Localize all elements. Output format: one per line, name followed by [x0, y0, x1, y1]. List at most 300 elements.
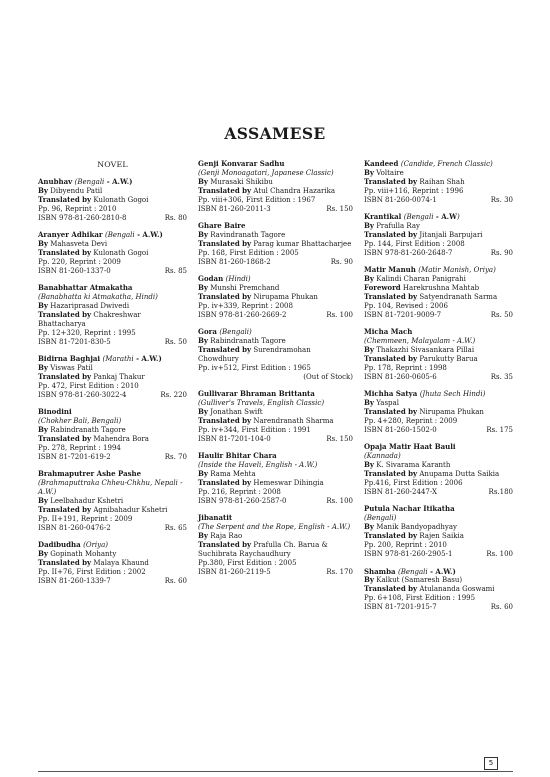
detail-value: Kulonath Gogoi: [93, 195, 149, 204]
book-origin: (Chokher Bali, Bengali): [38, 417, 122, 426]
book-entry: [364, 505, 513, 558]
isbn-price-line: [198, 258, 353, 267]
book-title-line: [38, 284, 187, 293]
book-detail-line: [198, 417, 353, 426]
book-title-line: [364, 160, 513, 169]
page-title: ASSAMESE: [224, 124, 326, 143]
detail-value: Prafulla Ray: [376, 222, 420, 231]
book-title-line: [364, 505, 513, 514]
book-title: Opaja Matir Haat Bauli: [364, 442, 456, 452]
isbn-price-line: [198, 568, 353, 577]
book-detail-line: [198, 302, 353, 311]
book-title-line: [38, 355, 187, 364]
book-origin-close: ): [493, 266, 496, 275]
detail-value: Dibyendu Patil: [50, 186, 103, 195]
book-origin-close: ): [490, 160, 493, 168]
detail-label: Translated by: [364, 229, 418, 239]
isbn-price-line: [198, 205, 353, 214]
page-number: 5: [484, 757, 498, 770]
catalog-column-3: [364, 160, 513, 621]
isbn: ISBN 81-7201-619-2: [38, 452, 111, 461]
book-title-line: [364, 213, 513, 222]
detail-label: Translated by: [198, 540, 252, 550]
detail-value: Raihan Shah: [419, 177, 465, 186]
book-title-line: [364, 328, 513, 337]
detail-value: Jonathan Swift: [210, 408, 263, 417]
detail-value: Pp. iv+339, Reprint : 2008: [198, 301, 293, 310]
detail-value: Parag kumar Bhattacharjee: [253, 239, 352, 248]
book-detail-line: [38, 382, 187, 391]
book-detail-line: [364, 470, 513, 479]
book-title: Banabhattar Atmakatha: [38, 283, 133, 293]
book-detail-line: [364, 364, 513, 373]
price: Rs. 70: [164, 452, 187, 461]
detail-label: Translated by: [364, 531, 418, 541]
detail-label: By: [198, 407, 208, 417]
book-entry: [38, 355, 187, 400]
book-origin: (Bengali: [104, 231, 135, 240]
book-title: Aranyer Adhikar: [38, 230, 103, 240]
book-detail-line: [364, 293, 513, 302]
book-origin: (Bengali: [74, 177, 105, 186]
isbn: ISBN 81-260-2119-5: [198, 567, 271, 576]
detail-label: By: [38, 300, 48, 310]
isbn: ISBN 978-81-260-2587-0: [198, 496, 287, 505]
detail-label: By: [198, 336, 208, 346]
detail-label: By: [198, 176, 208, 186]
detail-value: Viswas Patil: [50, 364, 93, 372]
isbn: ISBN 81-260-0476-2: [38, 523, 111, 532]
detail-value: Rama Mehta: [210, 470, 256, 479]
detail-value: Kulonath Gogoi: [93, 248, 149, 257]
bottom-rule: [38, 771, 513, 772]
book-title-line: [198, 514, 353, 523]
book-entry: [364, 266, 513, 319]
book-detail-line: [364, 541, 513, 550]
isbn-price-line: [364, 196, 513, 205]
book-detail-line: [198, 240, 353, 249]
detail-label: Translated by: [38, 558, 92, 567]
book-origin-close: ): [247, 275, 251, 284]
detail-value: Thakazhi Sivasankara Pillai: [376, 346, 475, 355]
detail-value: Atulananda Goswami: [419, 585, 495, 594]
book-entry: [38, 231, 187, 276]
book-detail-line: [38, 515, 187, 524]
book-entry: [198, 514, 353, 576]
detail-label: By: [198, 531, 208, 541]
detail-label: By: [364, 522, 374, 532]
isbn-price-line: [198, 435, 353, 444]
detail-value: Pp. 6+108, First Edition : 1995: [364, 594, 476, 603]
isbn-price-line: [364, 488, 513, 497]
book-detail-line: [38, 435, 187, 444]
book-detail-line: [38, 568, 187, 577]
section-heading: NOVEL: [97, 160, 128, 169]
book-origin: (Bengali: [219, 328, 249, 337]
detail-label: By: [364, 575, 374, 585]
detail-label: By: [38, 238, 48, 248]
detail-label: Translated by: [198, 238, 252, 248]
book-detail-line: [198, 488, 353, 497]
detail-value: Pp. II+76, First Edition : 2002: [38, 567, 146, 576]
book-origin: (Candide, French Classic: [400, 160, 491, 168]
book-detail-line: [198, 249, 353, 258]
detail-label: Translated by: [364, 407, 418, 417]
book-origin: (Hindi: [225, 275, 248, 284]
book-origin: (Bengali): [364, 514, 397, 523]
book-detail-line: [364, 355, 513, 364]
isbn: ISBN 81-7201-830-5: [38, 337, 111, 346]
book-title-line: [364, 390, 513, 399]
detail-value: Pp. viii+306, First Edition : 1967: [198, 195, 316, 204]
isbn-price-line: [38, 267, 187, 276]
detail-value: Prafulla Ch. Barua & Suchibrata Raychaudhury: [198, 541, 328, 558]
detail-label: Translated by: [38, 433, 92, 443]
book-detail-line: [38, 258, 187, 267]
book-detail-line: [198, 346, 353, 364]
detail-value: Pp. viii+116, Reprint : 1996: [364, 186, 464, 195]
detail-label: By: [198, 229, 208, 239]
detail-label: By: [38, 185, 48, 195]
detail-value: Rabindranath Tagore: [210, 337, 286, 346]
stock-note: (Out of Stock): [303, 372, 353, 381]
book-origin-close: ): [248, 328, 252, 337]
detail-value: Pp. 104, Revised : 2006: [364, 301, 448, 310]
book-origin: (Brahmaputtraka Chheu-Chkhu, Nepali - A.W.): [38, 479, 183, 497]
book-origin: (Oriya: [83, 541, 106, 550]
detail-value: Pp.380, First Edition : 2005: [198, 558, 297, 567]
detail-value: Pp.416, First Edition : 2006: [364, 479, 463, 488]
detail-label: By: [38, 549, 48, 559]
detail-value: Mahendra Bora: [93, 434, 149, 443]
detail-value: Rajen Saikia: [419, 532, 464, 541]
book-detail-line: [364, 479, 513, 488]
book-detail-line: [198, 541, 353, 559]
book-entry: [364, 443, 513, 496]
detail-value: Ravindranath Tagore: [210, 230, 286, 239]
price: Rs. 90: [330, 257, 353, 266]
detail-label: By: [364, 221, 374, 231]
book-origin: (Marathi: [102, 355, 134, 364]
isbn-price-line: [38, 214, 187, 223]
detail-value: Jitanjali Barpujari: [419, 230, 483, 239]
price: Rs. 35: [490, 372, 513, 381]
isbn: ISBN 81-260-1502-0: [364, 425, 437, 434]
book-detail-line: [364, 594, 513, 603]
detail-value: Munshi Premchand: [210, 284, 280, 293]
book-entry: [38, 408, 187, 461]
book-entry: [198, 222, 353, 267]
isbn-price-line: [198, 497, 353, 506]
award-tag: - A.W.): [427, 566, 456, 576]
detail-label: Translated by: [38, 194, 92, 204]
isbn-price-line: [364, 550, 513, 559]
book-title: Putula Nachar Itikatha: [364, 504, 455, 514]
detail-value: Anupama Dutta Saikia: [419, 470, 500, 479]
book-title-line: [364, 443, 513, 452]
book-title: Jibanatit: [198, 513, 233, 523]
price: Rs. 170: [326, 567, 353, 576]
book-title: Brahmaputrer Ashe Pashe: [38, 469, 142, 479]
book-title: Krantikal: [364, 212, 402, 222]
book-detail-line: [198, 426, 353, 435]
detail-value: Surendramohan Chowdhury: [198, 346, 311, 363]
book-entry: [198, 328, 353, 381]
book-title: Micha Mach: [364, 327, 413, 337]
book-detail-line: [38, 559, 187, 568]
book-title-line: [198, 452, 353, 461]
book-title-line: [38, 178, 187, 187]
detail-label: Translated by: [364, 354, 418, 363]
award-tag: - A.W.): [133, 354, 162, 364]
book-entry: [198, 160, 353, 213]
price: Rs. 65: [164, 523, 187, 532]
isbn: ISBN 978-81-260-3022-4: [38, 390, 127, 399]
book-detail-line: [38, 205, 187, 214]
catalog-column-1: [38, 160, 187, 594]
book-title-line: [198, 390, 353, 399]
book-entry: [38, 470, 187, 532]
detail-value: Kalkut (Samaresh Basu): [376, 576, 463, 585]
isbn: ISBN 81-260-1339-7: [38, 576, 111, 585]
book-title: Shamba: [364, 566, 396, 576]
detail-label: By: [38, 495, 48, 505]
detail-label: Translated by: [38, 504, 92, 514]
book-entry: [38, 541, 187, 586]
detail-value: Pp. 278, Reprint : 1994: [38, 443, 121, 452]
isbn-price-line: [198, 311, 353, 320]
price: Rs. 60: [490, 603, 513, 612]
price: Rs. 60: [164, 576, 187, 585]
isbn: ISBN 81-7201-104-0: [198, 434, 271, 443]
detail-label: By: [198, 469, 208, 479]
detail-value: K. Sivarama Karanth: [376, 461, 451, 470]
detail-label: Translated by: [364, 291, 418, 301]
book-entry: [364, 390, 513, 435]
detail-value: Nirupama Phukan: [253, 292, 318, 301]
isbn: ISBN 978-81-260-2648-7: [364, 248, 453, 257]
detail-value: Murasaki Shikibu: [210, 177, 273, 186]
price: Rs. 100: [326, 310, 353, 319]
detail-value: Narendranath Sharma: [253, 417, 334, 426]
price: Rs. 175: [486, 425, 513, 434]
book-origin-close: ): [105, 541, 109, 550]
book-title: Godan: [198, 274, 224, 284]
award-tag: - A.W.): [104, 176, 133, 186]
book-title: Michha Satya: [364, 389, 418, 399]
book-detail-line: [38, 373, 187, 382]
detail-label: Translated by: [198, 185, 252, 195]
detail-label: Translated by: [38, 247, 92, 257]
book-origin: (The Serpent and the Rope, English - A.W.): [198, 523, 351, 532]
isbn: ISBN 978-81-260-2810-8: [38, 213, 127, 222]
price: Rs. 50: [490, 310, 513, 319]
detail-value: Pp. iv+344, First Edition : 1991: [198, 425, 311, 434]
detail-value: Pp. II+191, Reprint : 2009: [38, 514, 133, 523]
isbn-price-line: [38, 453, 187, 462]
book-origin: (Jhuta Sech Hindi: [419, 390, 483, 399]
book-detail-line: [38, 444, 187, 453]
book-title-line: [38, 470, 187, 479]
isbn: ISBN 81-7201-9009-7: [364, 310, 442, 319]
detail-label: Translated by: [38, 309, 92, 319]
book-title: Binodini: [38, 407, 72, 417]
book-origin: (Inside the Haveli, English - A.W.): [198, 461, 318, 470]
detail-value: Malaya Khaund: [93, 559, 149, 567]
price: Rs. 85: [164, 266, 187, 275]
detail-label: Translated by: [364, 584, 418, 594]
price: Rs. 30: [490, 195, 513, 204]
book-detail-line: [364, 187, 513, 196]
book-title-line: [198, 160, 353, 169]
book-title: Ghare Baire: [198, 221, 246, 231]
book-title: Bidirna Baghjai: [38, 354, 101, 364]
detail-label: Translated by: [198, 416, 252, 426]
book-origin: (Genji Monoagatari, Japanese Classic): [198, 168, 334, 177]
book-origin: (Chemmeen, Malayalam - A.W.): [364, 337, 476, 346]
book-origin-close: ): [482, 390, 486, 399]
detail-value: Pp. 12+320, Reprint : 1995: [38, 328, 136, 337]
book-detail-line: [364, 302, 513, 311]
book-detail-line: [364, 240, 513, 249]
book-title: Gora: [198, 327, 217, 337]
book-title-line: [38, 541, 187, 550]
book-detail-line: [364, 417, 513, 426]
isbn-price-line: [364, 373, 513, 382]
isbn: ISBN 81-260-2447-X: [364, 487, 437, 496]
book-title-line: [198, 222, 353, 231]
price: Rs. 90: [490, 248, 513, 257]
book-detail-line: [198, 559, 353, 568]
isbn-price-line: [38, 577, 187, 586]
book-origin: (Bengali: [403, 213, 434, 222]
detail-label: Translated by: [38, 371, 92, 381]
book-entry: [38, 284, 187, 346]
detail-label: By: [364, 345, 374, 355]
detail-value: Voltaire: [376, 168, 404, 177]
detail-value: Parukutty Barua: [419, 355, 478, 363]
detail-value: Pankaj Thakur: [93, 372, 145, 381]
book-detail-line: [38, 249, 187, 258]
book-title-line: [198, 328, 353, 337]
isbn-price-line: [364, 603, 513, 612]
book-detail-line: [38, 329, 187, 338]
award-tag: - A.W: [433, 212, 457, 222]
price: Rs. 150: [326, 434, 353, 443]
book-detail-line: [364, 532, 513, 541]
book-title: Dadibudha: [38, 540, 81, 550]
book-entry: [364, 160, 513, 205]
book-title: Gullivarar Bhraman Brittanta: [198, 389, 315, 399]
detail-value: Hazariprasad Dwivedi: [50, 301, 130, 310]
detail-value: Atul Chandra Hazarika: [253, 186, 336, 195]
isbn: ISBN 81-7201-915-7: [364, 603, 437, 612]
book-title: Anubhav: [38, 176, 73, 186]
detail-value: Pp. 168, First Edition : 2005: [198, 248, 299, 257]
book-title: Genji Konvarar Sadhu: [198, 159, 285, 168]
detail-value: Raja Rao: [210, 532, 243, 541]
book-detail-line: [38, 196, 187, 205]
detail-label: Translated by: [198, 291, 252, 301]
book-detail-line: [198, 187, 353, 196]
isbn: ISBN 978-81-260-2905-1: [364, 550, 453, 558]
book-title-line: [198, 275, 353, 284]
detail-value: Pp. 178, Reprint : 1998: [364, 363, 447, 372]
detail-label: Translated by: [364, 469, 418, 479]
price: Rs. 100: [326, 496, 353, 505]
award-tag: - A.W.): [134, 230, 163, 240]
isbn-price-line: [38, 391, 187, 400]
book-origin: (Matir Manish, Oriya: [418, 266, 494, 275]
detail-value: Pp. 216, Reprint : 2008: [198, 487, 281, 496]
detail-label: By: [198, 283, 208, 293]
book-title: Haulir Bhitar Chara: [198, 451, 277, 461]
detail-value: Pp. 200, Reprint : 2010: [364, 541, 447, 550]
book-title: Kandeed: [364, 159, 399, 168]
price: Rs.180: [488, 487, 513, 496]
book-detail-line: [198, 293, 353, 302]
detail-label: By: [364, 167, 374, 177]
isbn: ISBN 81-260-1868-2: [198, 257, 271, 266]
book-detail-line: [364, 231, 513, 240]
detail-label: Translated by: [198, 478, 252, 488]
detail-value: Pp. 96, Reprint : 2010: [38, 204, 117, 213]
book-detail-line: [198, 364, 353, 373]
isbn-price-line: [364, 426, 513, 435]
isbn: ISBN 81-260-2011-3: [198, 204, 271, 213]
book-origin: (Kannada): [364, 452, 401, 461]
book-entry: [198, 275, 353, 320]
book-detail-line: [364, 178, 513, 187]
price: Rs. 150: [326, 204, 353, 213]
detail-value: Agnibahadur Kshetri: [93, 505, 168, 514]
detail-value: Hemeswar Dihingia: [253, 479, 324, 488]
detail-label: By: [38, 363, 48, 372]
detail-value: Mahasveta Devi: [50, 239, 108, 248]
detail-label: By: [364, 274, 374, 284]
detail-value: Pp. 220, Reprint : 2009: [38, 257, 121, 266]
detail-value: Rabindranath Tagore: [50, 426, 126, 435]
book-entry: [364, 328, 513, 381]
price: Rs. 100: [486, 550, 513, 558]
book-origin: (Gulliver's Travels, English Classic): [198, 399, 325, 408]
book-detail-line: [198, 479, 353, 488]
detail-value: Manik Bandyopadhyay: [376, 523, 457, 532]
book-origin: (Bengali: [397, 567, 428, 576]
book-detail-line: [38, 506, 187, 515]
book-detail-line: [364, 408, 513, 417]
isbn: ISBN 81-260-0605-6: [364, 372, 437, 381]
detail-value: Gopinath Mohanty: [50, 550, 117, 559]
isbn: ISBN 81-260-0074-1: [364, 195, 437, 204]
price: Rs. 50: [164, 337, 187, 346]
detail-value: Nirupama Phukan: [419, 408, 484, 417]
detail-value: Pp. 144, First Edition : 2008: [364, 239, 465, 248]
book-title-line: [38, 231, 187, 240]
price: Rs. 220: [160, 390, 187, 399]
detail-value: Satyendranath Sarma: [419, 292, 498, 301]
detail-value: Pp. iv+512, First Edition : 1965: [198, 363, 311, 372]
isbn: ISBN 81-260-1337-0: [38, 266, 111, 275]
book-entry: [364, 568, 513, 613]
detail-label: Translated by: [364, 176, 418, 186]
isbn-price-line: [38, 524, 187, 533]
detail-value: Pp. 4+280, Reprint : 2009: [364, 417, 458, 426]
book-title: Matir Manuh: [364, 265, 416, 275]
catalog-column-2: [198, 160, 353, 585]
price: Rs. 80: [164, 213, 187, 222]
detail-label: By: [364, 460, 374, 470]
